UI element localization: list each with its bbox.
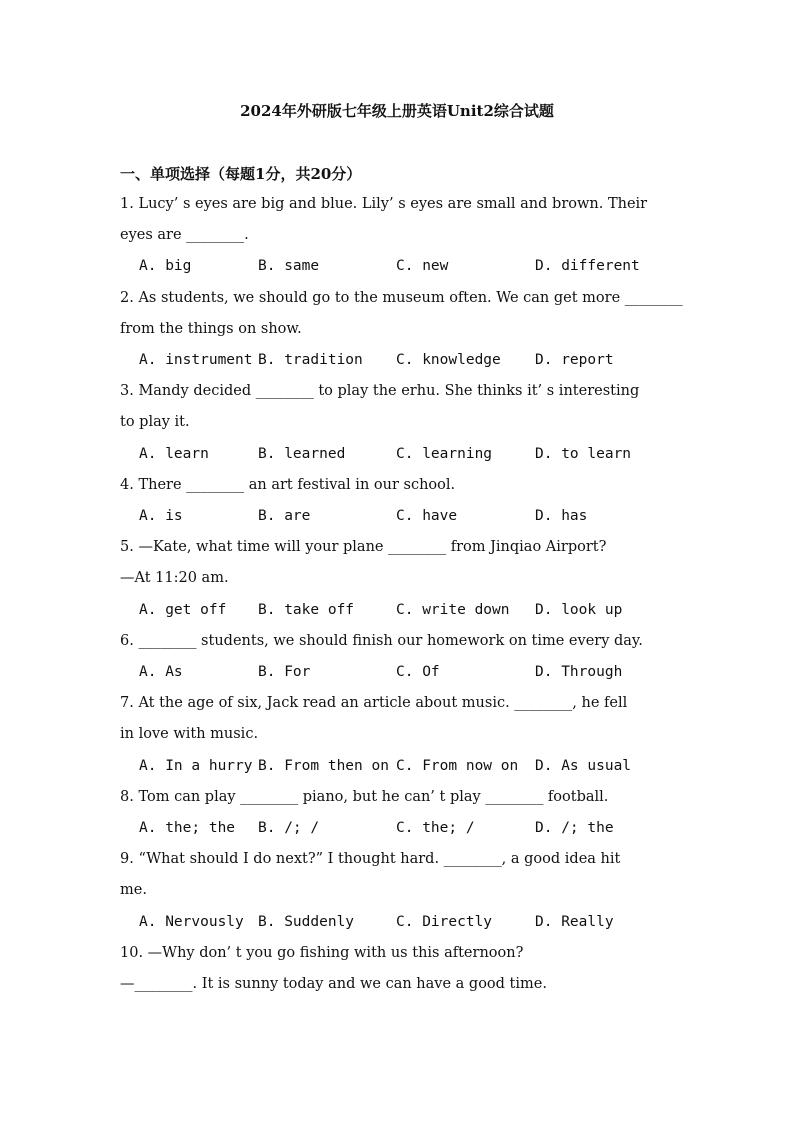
answer-option: D. has	[535, 508, 588, 524]
answer-option: A. instrument	[139, 352, 253, 368]
section-heading: 一、单项选择（每题1分，共20分）	[120, 165, 362, 183]
answer-option: A. learn	[139, 445, 209, 462]
answer-option: B. same	[258, 258, 320, 275]
question-stem-continued: —________. It is sunny today and we can have a good time.	[120, 976, 547, 992]
answer-option: C. Of	[396, 664, 440, 680]
answer-option: B. Suddenly	[258, 913, 355, 930]
question-stem: 4. There ________ an art festival in our school.	[120, 476, 456, 493]
answer-option: C. have	[396, 508, 458, 524]
answer-option: B. /; /	[258, 820, 320, 836]
document-title: 2024年外研版七年级上册英语Unit2综合试题	[240, 102, 554, 120]
question-stem-continued: to play it.	[120, 414, 190, 431]
question-stem: 9. “What should I do next?” I thought hard. ________, a good idea hit	[120, 851, 621, 868]
answer-option: B. learned	[258, 445, 346, 462]
question-stem: 8. Tom can play ________ piano, but he can’ t play ________ football.	[120, 788, 609, 805]
question-stem: 10. —Why don’ t you go fishing with us this afternoon?	[120, 944, 524, 961]
question-stem-continued: me.	[120, 882, 147, 899]
answer-option: D. look up	[535, 601, 623, 618]
answer-option: C. From now on	[396, 757, 519, 774]
answer-option: B. For	[258, 664, 311, 680]
question-stem-continued: eyes are ________.	[120, 227, 249, 244]
answer-option: D. /; the	[535, 820, 614, 836]
answer-option: B. take off	[258, 601, 355, 618]
answer-option: C. new	[396, 258, 449, 275]
answer-option: C. the; /	[396, 820, 475, 836]
answer-option: A. get off	[139, 601, 227, 618]
question-stem: 3. Mandy decided ________ to play the erhu. She thinks it’ s interesting	[120, 383, 640, 400]
answer-option: A. the; the	[139, 820, 236, 836]
answer-option: C. learning	[396, 445, 493, 462]
question-stem: 5. —Kate, what time will your plane ________ from Jinqiao Airport?	[120, 539, 607, 556]
answer-option: D. Through	[535, 664, 623, 680]
answer-option: D. to learn	[535, 445, 632, 462]
answer-option: B. are	[258, 508, 311, 524]
answer-option: D. As usual	[535, 757, 632, 774]
question-stem: 6. ________ students, we should finish our homework on time every day.	[120, 632, 643, 649]
question-stem-continued: in love with music.	[120, 726, 259, 743]
answer-option: C. Directly	[396, 913, 493, 930]
answer-option: B. tradition	[258, 352, 363, 368]
answer-option: C. knowledge	[396, 352, 501, 368]
answer-option: D. Really	[535, 913, 614, 930]
question-stem: 7. At the age of six, Jack read an article about music. ________, he fell	[120, 695, 628, 712]
answer-option: A. is	[139, 508, 183, 524]
answer-option: A. Nervously	[139, 913, 244, 930]
answer-option: A. big	[139, 258, 192, 275]
answer-option: A. In a hurry	[139, 757, 253, 774]
question-stem-continued: —At 11:20 am.	[120, 570, 229, 587]
answer-option: C. write down	[396, 601, 510, 618]
answer-option: A. As	[139, 664, 183, 680]
question-stem: 2. As students, we should go to the museum often. We can get more ________	[120, 289, 683, 306]
question-stem-continued: from the things on show.	[120, 320, 302, 337]
answer-option: D. different	[535, 258, 640, 275]
answer-option: D. report	[535, 352, 614, 368]
question-stem: 1. Lucy’ s eyes are big and blue. Lily’ s eyes are small and brown. Their	[120, 196, 648, 212]
answer-option: B. From then on	[258, 757, 389, 774]
